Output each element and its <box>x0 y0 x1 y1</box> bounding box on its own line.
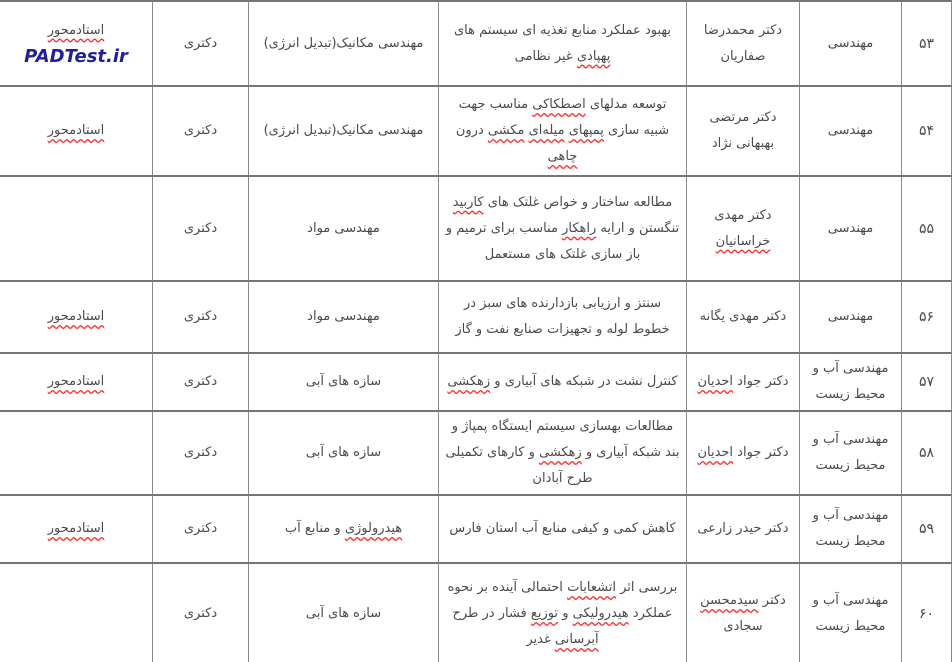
cell-professor: دکتر سیدمحسن سجادی <box>687 563 800 662</box>
table-row <box>0 411 952 495</box>
cell-field: مهندسی آب و محیط زیست <box>800 563 902 662</box>
table-row <box>0 176 952 281</box>
cell-title: مطالعه ساختار و خواص غلتک های کاربید تنگستن و ارایه راهکار مناسب برای ترمیم و باز سازی غلتک های مستعمل <box>439 176 687 281</box>
cell-specialization: مهندسی مواد <box>249 176 439 281</box>
cell-no: ۵۸ <box>902 411 952 495</box>
cell-title: بهبود عملکرد منابع تغذیه ای سیستم های پهپادی غیر نظامی <box>439 1 687 86</box>
cell-field: مهندسی آب و محیط زیست <box>800 495 902 563</box>
cell-specialization: مهندسی مکانیک(تبدیل انرژی) <box>249 86 439 176</box>
misspelled-word: کاربید <box>452 194 484 210</box>
cell-no: ۵۹ <box>902 495 952 563</box>
cell-specialization: مهندسی مواد <box>249 281 439 353</box>
misspelled-word: استادمحور <box>47 22 105 38</box>
cell-type <box>0 86 153 176</box>
misspelled-word: استادمحور <box>47 374 105 389</box>
misspelled-word: احدیان <box>697 374 734 389</box>
cell-field: مهندسی آب و محیط زیست <box>800 353 902 411</box>
table-row <box>0 495 952 563</box>
misspelled-word: استادمحور <box>47 123 105 138</box>
cell-professor: دکتر جواد احدیان <box>687 353 800 411</box>
cell-professor: دکتر مرتضی بهبهانی نژاد <box>687 86 800 176</box>
cell-no: ۵۶ <box>902 281 952 353</box>
misspelled-word: استادمحور <box>47 521 105 536</box>
cell-specialization: سازه های آبی <box>249 563 439 662</box>
cell-professor: دکتر محمدرضا صفاریان <box>687 1 800 86</box>
cell-type <box>0 176 153 281</box>
misspelled-word: مکشی <box>487 123 525 138</box>
misspelled-word: پمپهای <box>568 123 604 138</box>
cell-no: ۵۵ <box>902 176 952 281</box>
cell-title: بررسی اثر اتشعابات احتمالی آینده بر نحوه عملکرد هیدرولیکی و توزیع فشار در طرح آبرسانی غدیر <box>439 563 687 662</box>
cell-specialization: مهندسی مکانیک(تبدیل انرژی) <box>249 1 439 86</box>
cell-title: کاهش کمی و کیفی منابع آب استان فارس <box>439 495 687 563</box>
cell-field: مهندسی <box>800 1 902 86</box>
cell-degree: دکتری <box>153 1 249 86</box>
cell-professor: دکتر حیدر زارعی <box>687 495 800 563</box>
cell-type <box>0 411 153 495</box>
cell-type <box>0 1 153 86</box>
cell-title: مطالعات بهسازی سیستم ایستگاه پمپاژ و بند شبکه آبیاری و زهکشی و کارهای تکمیلی طرح آبادان <box>439 411 687 495</box>
cell-no: ۵۴ <box>902 86 952 176</box>
cell-title: کنترل نشت در شبکه های آبیاری و زهکشی <box>439 353 687 411</box>
cell-specialization: سازه های آبی <box>249 353 439 411</box>
table-row <box>0 563 952 662</box>
cell-degree: دکتری <box>153 411 249 495</box>
misspelled-word: زهکشی <box>539 445 582 460</box>
cell-type <box>0 495 153 563</box>
misspelled-word: هیدرولیکی <box>572 606 629 621</box>
misspelled-word: خراسانیان <box>715 233 771 249</box>
cell-type <box>0 353 153 411</box>
table-row <box>0 353 952 411</box>
padtest-watermark: PADTest.ir <box>24 45 128 67</box>
cell-degree: دکتری <box>153 353 249 411</box>
misspelled-word: آبرسانی <box>554 632 599 647</box>
cell-no: ۶۰ <box>902 563 952 662</box>
cell-degree: دکتری <box>153 176 249 281</box>
misspelled-word: میله‌ای <box>528 123 565 138</box>
table-body <box>0 1 952 662</box>
cell-degree: دکتری <box>153 281 249 353</box>
table-row <box>0 1 952 86</box>
table-row <box>0 86 952 176</box>
misspelled-word: چاهی <box>547 149 578 164</box>
cell-degree: دکتری <box>153 86 249 176</box>
cell-specialization: سازه های آبی <box>249 411 439 495</box>
cell-field: مهندسی <box>800 281 902 353</box>
cell-no: ۵۳ <box>902 1 952 86</box>
cell-type <box>0 563 153 662</box>
cell-degree: دکتری <box>153 495 249 563</box>
cell-title: توسعه مدلهای اصطکاکی مناسب جهت شبیه سازی پمپهای میله‌ای مکشی درون چاهی <box>439 86 687 176</box>
misspelled-word: استادمحور <box>47 309 105 324</box>
cell-field: مهندسی <box>800 86 902 176</box>
misspelled-word: هیدرولوژی <box>344 521 403 536</box>
cell-professor: دکتر جواد احدیان <box>687 411 800 495</box>
cell-field: مهندسی <box>800 176 902 281</box>
misspelled-word: پهپادی <box>576 48 611 64</box>
misspelled-word: اتشعابات <box>567 580 616 595</box>
misspelled-word: اصطکاکی <box>532 97 586 112</box>
misspelled-word: سیدمحسن <box>700 593 759 608</box>
cell-type <box>0 281 153 353</box>
cell-degree: دکتری <box>153 563 249 662</box>
misspelled-word: راهکار <box>562 220 597 236</box>
cell-professor: دکتر مهدی یگانه <box>687 281 800 353</box>
misspelled-word: زهکشی <box>447 374 491 389</box>
cell-professor: دکتر مهدی خراسانیان <box>687 176 800 281</box>
cell-title: سنتز و ارزیابی بازدارنده های سبز در خطوط لوله و تجهیزات صنایع نفت و گاز <box>439 281 687 353</box>
cell-field: مهندسی آب و محیط زیست <box>800 411 902 495</box>
table-row <box>0 281 952 353</box>
cell-no: ۵۷ <box>902 353 952 411</box>
misspelled-word: توزیع <box>530 606 559 621</box>
misspelled-word: احدیان <box>697 445 734 460</box>
cell-specialization: هیدرولوژی و منابع آب <box>249 495 439 563</box>
